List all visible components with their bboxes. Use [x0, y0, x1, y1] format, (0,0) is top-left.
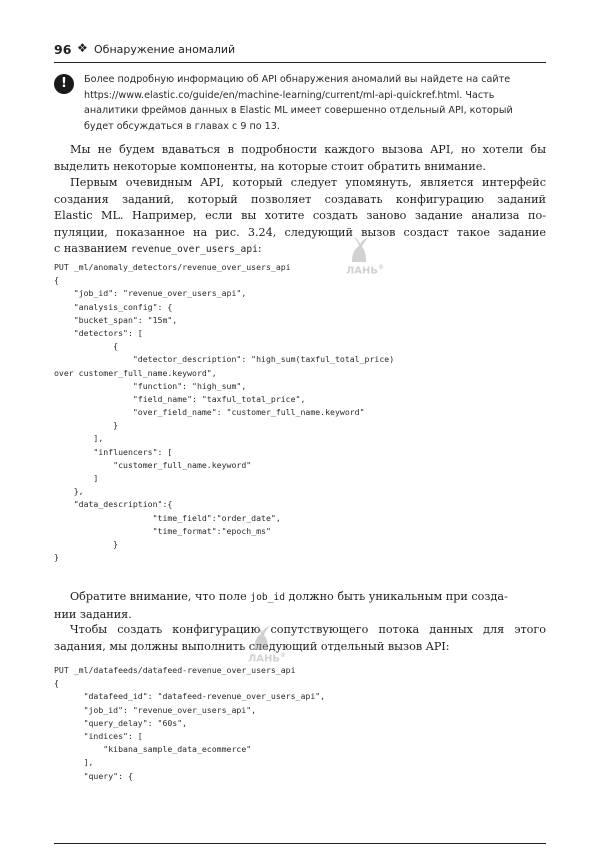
code-line: "query": {	[54, 770, 133, 781]
code-line: ],	[54, 757, 94, 768]
text-line: Обратите внимание, что поле job_id должно быть уникальным при созда-	[70, 590, 508, 603]
code-line: "indices": [	[54, 730, 143, 741]
text-line: Мы не будем вдаваться в подробности каждого вызова API, но хотели бы	[70, 143, 546, 156]
code-line: {	[54, 678, 59, 689]
note-line: будет обсуждаться в главах с 9 по 13.	[84, 120, 280, 132]
exclamation-icon: !	[54, 74, 74, 94]
code-block-create-job	[54, 261, 546, 564]
code-line: "analysis_config": {	[54, 301, 173, 312]
paragraph-intro	[54, 142, 546, 175]
code-line: "over_field_name": "customer_full_name.keyword"	[54, 407, 365, 418]
page-bottom-rule	[54, 843, 546, 844]
note-line: аналитики фреймов данных в Elastic ML имеет совершенно отдельный API, который	[84, 105, 513, 116]
paragraph-job-id-note	[54, 589, 546, 623]
deer-logo-icon	[246, 622, 276, 652]
text-line: задания, мы должны выполнить следующий отдельный вызов API:	[54, 639, 450, 653]
separator-ornament: ❖	[77, 41, 88, 55]
page-number: 96	[54, 42, 72, 57]
code-line: "query_delay": "60s",	[54, 717, 188, 728]
code-line: "job_id": "revenue_over_users_api",	[54, 288, 247, 299]
paragraph-datafeed	[54, 622, 546, 655]
code-line: },	[54, 486, 84, 497]
code-block-create-datafeed	[54, 664, 546, 783]
text-line: Первым очевидным API, который следует упомянуть, является интерфейс	[70, 176, 546, 189]
note-line: https://www.elastic.co/guide/en/machine-learning/current/ml-api-quickref.html. Часть	[84, 89, 495, 101]
code-line: "influencers": [	[54, 446, 173, 457]
text-line: создания заданий, который позволяет создавать конфигурацию заданий	[54, 192, 546, 206]
note-line: Более подробную информацию об API обнаружения аномалий вы найдете на сайте	[84, 74, 511, 85]
publisher-watermark: ЛАНЬ®	[246, 622, 286, 670]
text-line: Чтобы создать конфигурацию сопутствующего потока данных для этого	[70, 623, 546, 636]
code-line: }	[54, 552, 59, 563]
page-header	[54, 40, 546, 63]
text-line: нии задания.	[54, 607, 132, 621]
code-line: "datafeed_id": "datafeed-revenue_over_users_api",	[54, 691, 326, 702]
code-line: PUT _ml/anomaly_detectors/revenue_over_users_api	[54, 262, 291, 272]
publisher-watermark: ЛАНЬ®	[344, 234, 384, 282]
code-line: "detector_description": "high_sum(taxful_total_price)	[54, 354, 395, 365]
code-line: "detectors": [	[54, 327, 143, 338]
code-line: PUT _ml/datafeeds/datafeed-revenue_over_users_api	[54, 665, 296, 675]
code-line: "kibana_sample_data_ecommerce"	[54, 744, 252, 755]
text-line: выделить некоторые компоненты, на которые стоит обратить внимание.	[54, 159, 486, 173]
code-line: "time_format":"epoch_ms"	[54, 525, 271, 536]
inline-code: revenue_over_users_api	[130, 244, 258, 256]
code-line: "function": "high_sum",	[54, 380, 247, 391]
code-line: over customer_full_name.keyword",	[54, 367, 217, 378]
text-line: с названием revenue_over_users_api:	[54, 242, 262, 256]
code-line: "time_field":"order_date",	[54, 512, 281, 523]
text-line: Elastic ML. Например, если вы хотите создать заново задание анализа по-	[54, 209, 546, 223]
paragraph-job-api	[54, 175, 546, 259]
code-line: ]	[54, 473, 99, 483]
inline-code: job_id	[250, 592, 285, 603]
code-line: "job_id": "revenue_over_users_api",	[54, 704, 257, 715]
code-line: "field_name": "taxful_total_price",	[54, 393, 306, 404]
running-title: Обнаружение аномалий	[94, 43, 236, 56]
code-line: {	[54, 341, 119, 352]
code-line: }	[54, 538, 119, 549]
code-line: ],	[54, 433, 104, 444]
code-line: {	[54, 275, 59, 286]
deer-logo-icon	[344, 234, 374, 264]
code-line: "customer_full_name.keyword"	[54, 459, 252, 470]
code-line: "data_description":{	[54, 499, 173, 510]
text-line: пуляции, показанное на рис. 3.24, следующий вызов создаст такое задание	[54, 225, 546, 239]
code-line: }	[54, 420, 119, 431]
code-line: "bucket_span": "15m",	[54, 314, 178, 325]
note-text	[84, 72, 546, 134]
